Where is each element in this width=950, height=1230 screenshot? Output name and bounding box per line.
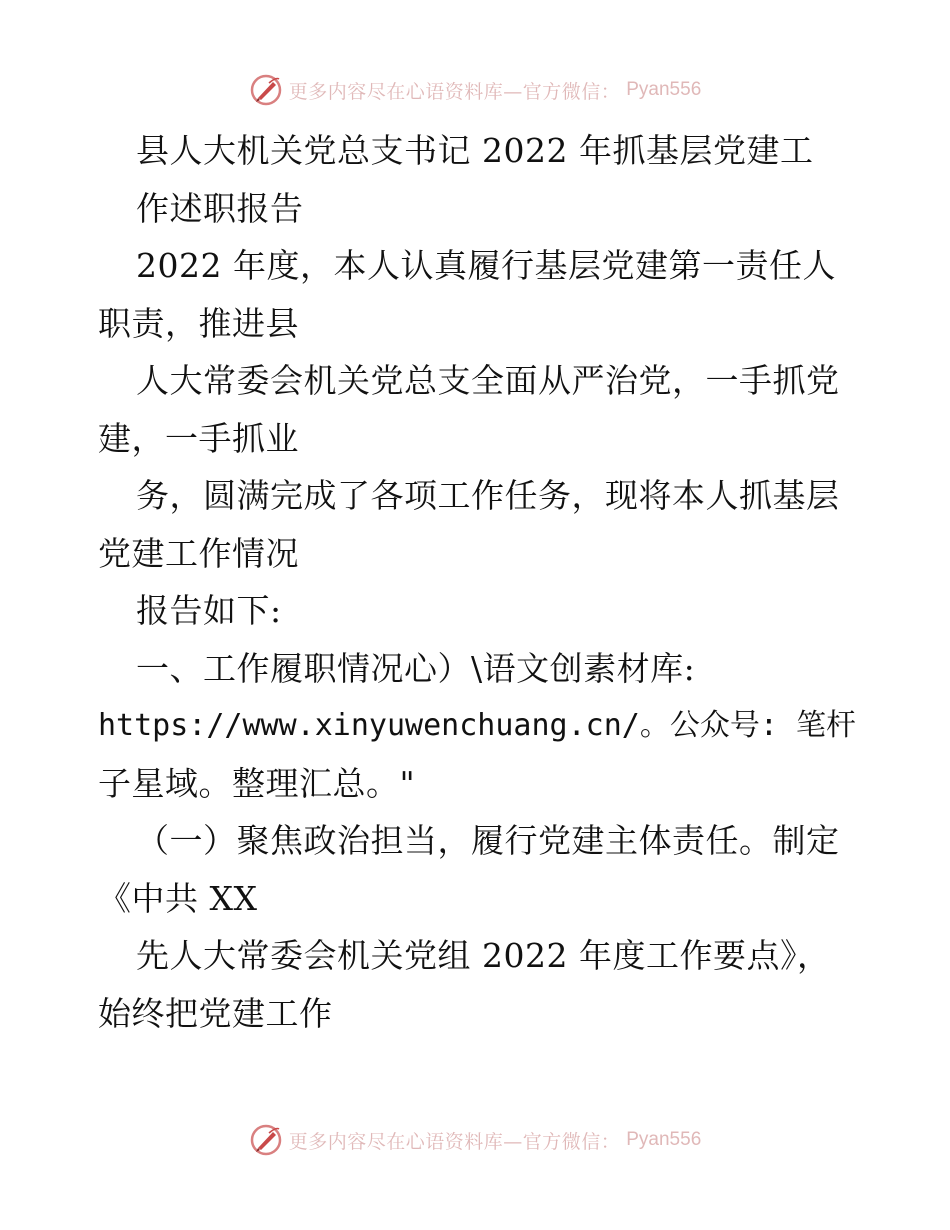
doc-subsection-heading: （一）聚焦政治担当，履行党建主体责任。制定 bbox=[136, 821, 840, 860]
watermark-wechat-id: Pyan556 bbox=[626, 79, 702, 100]
doc-paragraph-line: 职责，推进县 bbox=[98, 303, 299, 343]
doc-paragraph-line: 务，圆满完成了各项工作任务，现将本人抓基层 bbox=[136, 476, 840, 515]
document-body bbox=[98, 122, 858, 1042]
doc-paragraph-line: 2022 年度，本人认真履行基层党建第一责任人 bbox=[136, 246, 836, 285]
header-watermark-banner bbox=[0, 70, 950, 110]
doc-paragraph-line: 子星域。整理汇总。" bbox=[98, 763, 416, 803]
doc-paragraph-line: 报告如下: bbox=[136, 591, 282, 630]
doc-title-line-2: 作述职报告 bbox=[136, 188, 304, 228]
doc-paragraph-line: 建，一手抓业 bbox=[98, 418, 299, 458]
doc-section-heading: 一、工作履职情况心）\语文创素材库: bbox=[136, 648, 696, 688]
doc-paragraph-line: 人大常委会机关党总支全面从严治党，一手抓党 bbox=[136, 361, 840, 400]
quill-pen-logo-icon bbox=[249, 1123, 283, 1157]
watermark-wechat-id: Pyan556 bbox=[626, 1129, 702, 1150]
doc-paragraph-line: 《中共 XX bbox=[98, 878, 258, 918]
quill-pen-logo-icon bbox=[249, 73, 283, 107]
doc-paragraph-line: 党建工作情况 bbox=[98, 533, 299, 573]
doc-paragraph-line: 始终把党建工作 bbox=[98, 993, 333, 1033]
doc-url-line: https://www.xinyuwenchuang.cn/。公众号: 笔杆 bbox=[98, 708, 856, 743]
watermark-text: 更多内容尽在心语资料库—官方微信： bbox=[288, 80, 621, 103]
doc-title-line-1: 县人大机关党总支书记 2022 年抓基层党建工 bbox=[136, 131, 814, 170]
watermark-text: 更多内容尽在心语资料库—官方微信： bbox=[288, 1130, 621, 1153]
doc-paragraph-line: 先人大常委会机关党组 2022 年度工作要点》， bbox=[136, 936, 831, 975]
footer-watermark-banner bbox=[0, 1120, 950, 1160]
